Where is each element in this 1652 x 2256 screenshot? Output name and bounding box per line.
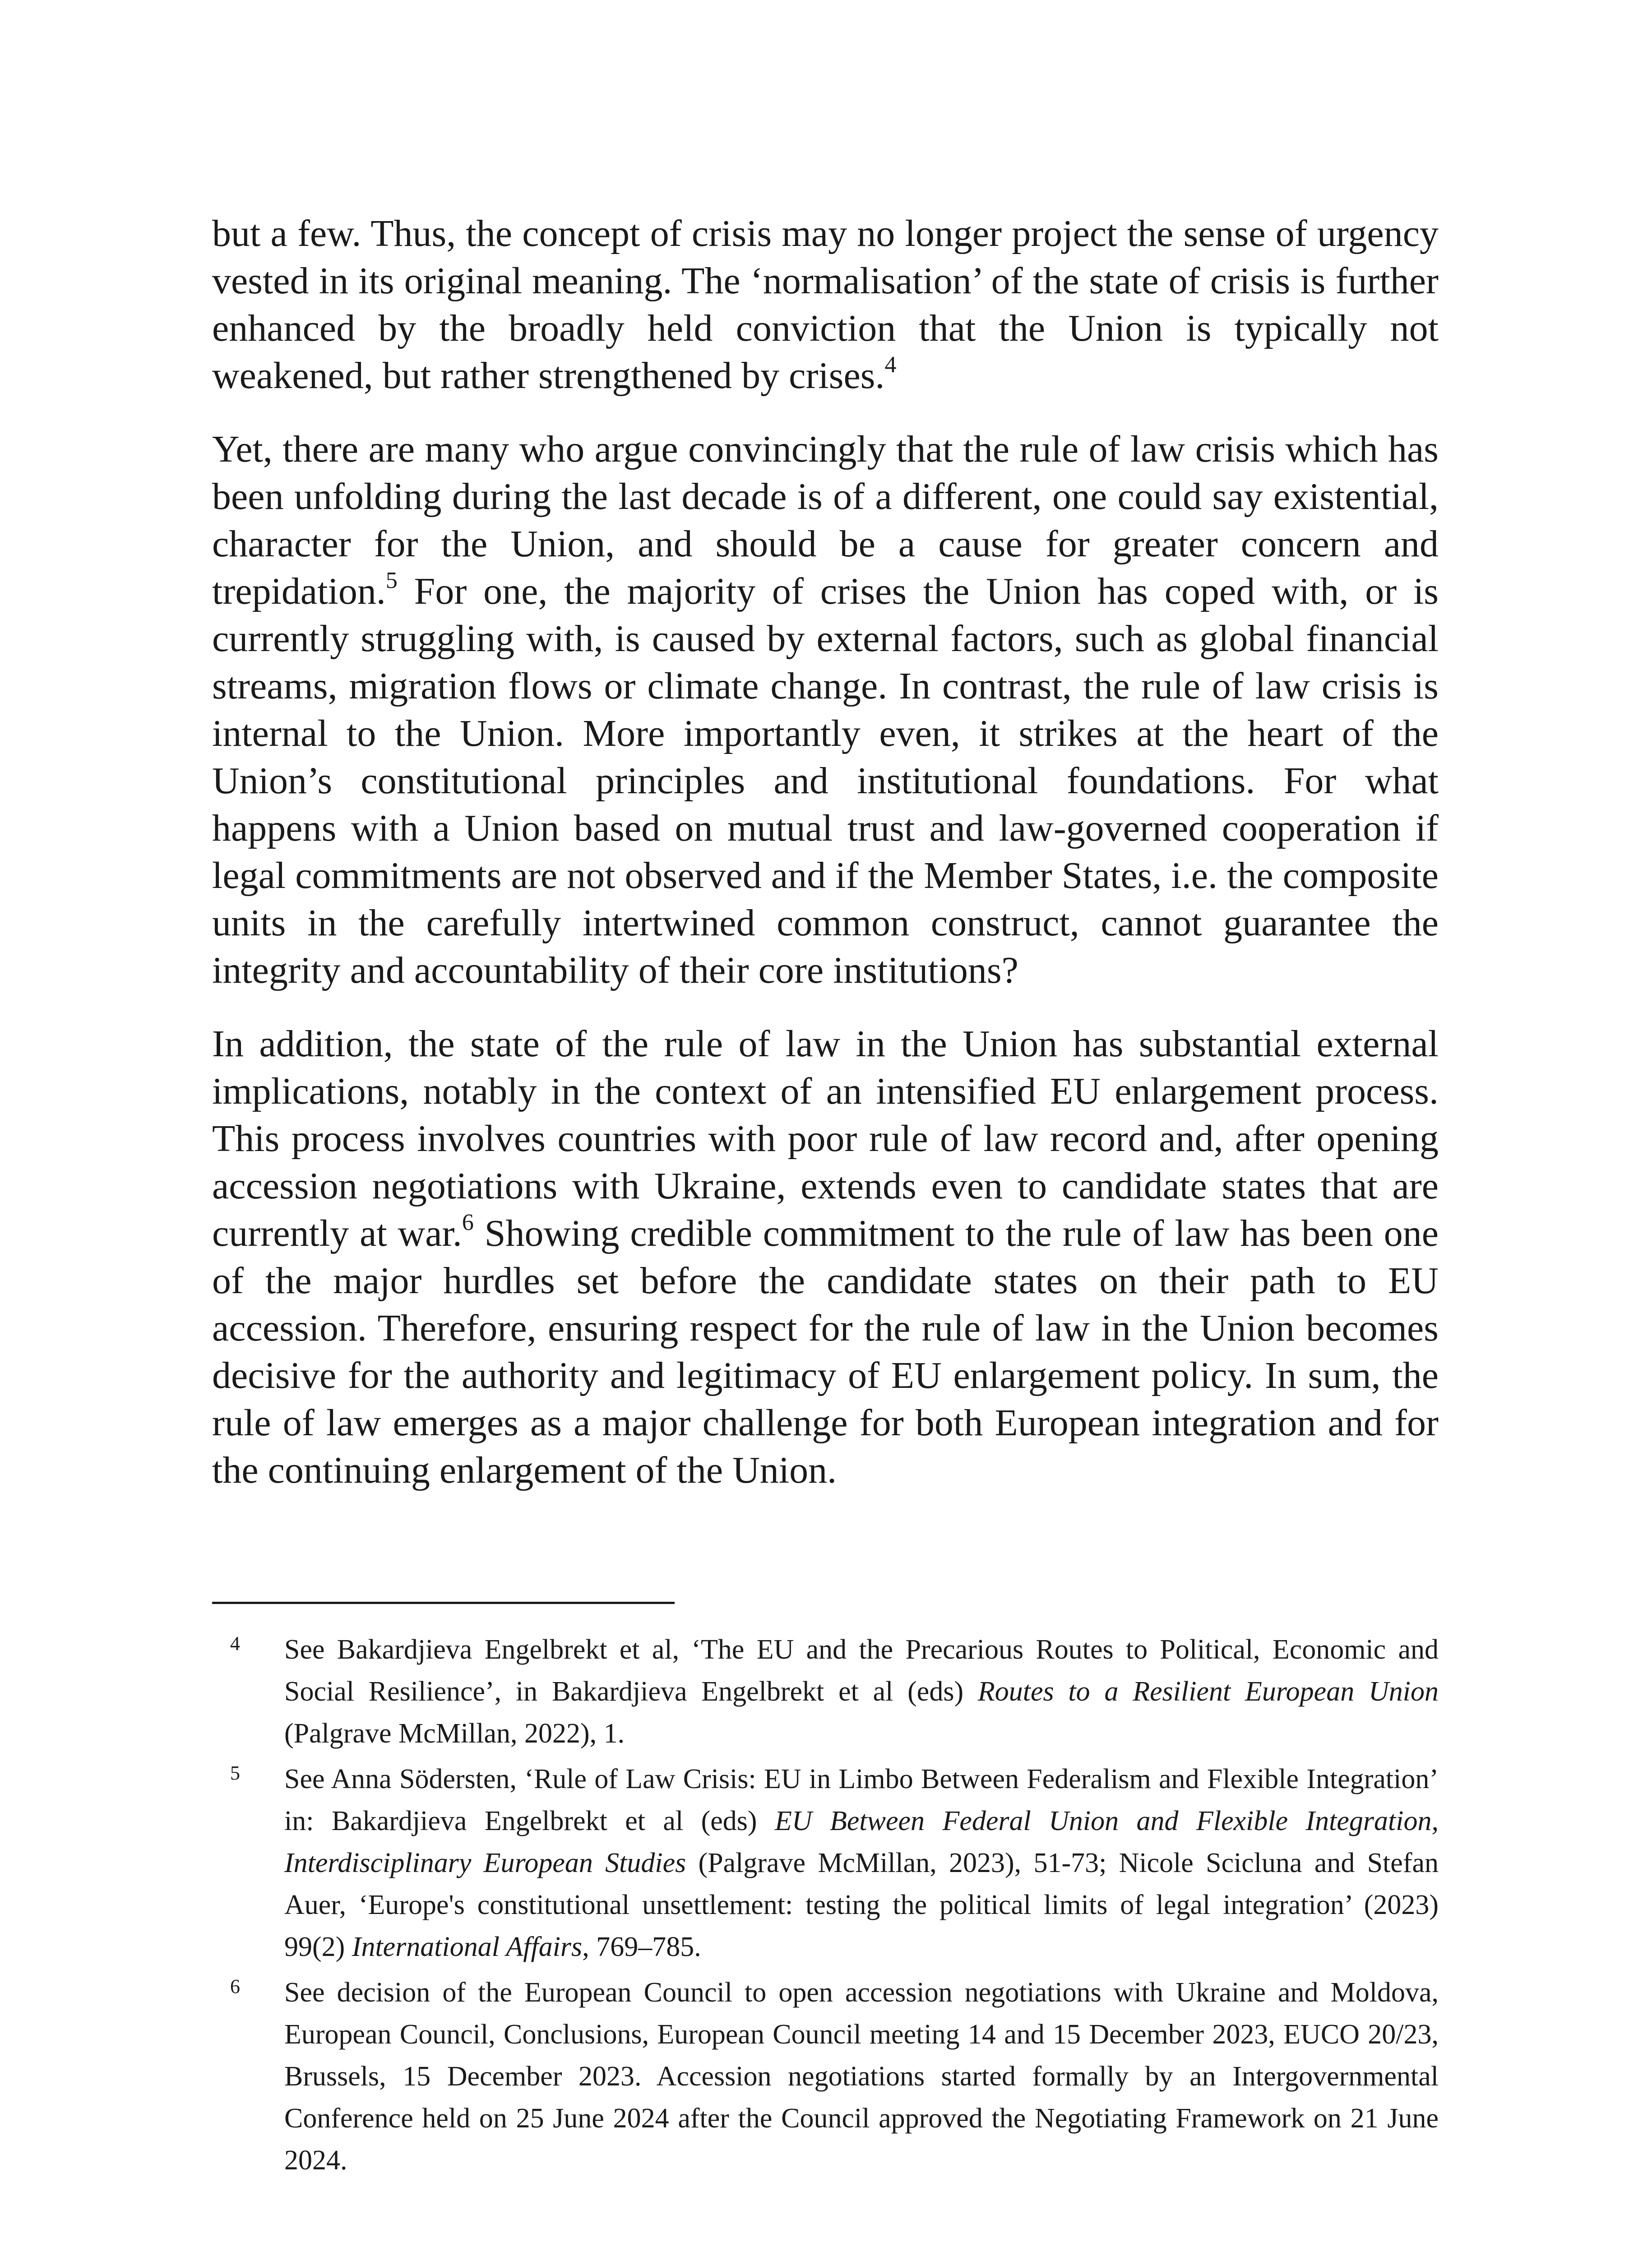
- paragraph-text: For one, the majority of crises the Union has coped with, or is currently struggling with, is caused by external factors, such as global financial streams, migration flows or climate change. In contrast, the rule of law crisis is internal to the Union. More importantly even, it strikes at the heart of the Union’s constitutional principles and institutional foundations. For what happens with a Union based on mutual trust and law-governed cooperation if legal commitments are not observed and if the Member States, i.e. the composite units in the carefully intertwined common construct, cannot guarantee the integrity and accountability of their core institutions?: [212, 570, 1439, 991]
- footnote-4: [212, 1629, 1439, 1755]
- paragraph-text: but a few. Thus, the concept of crisis may no longer project the sense of urgency vested in its original meaning. The ‘normalisation’ of the state of crisis is further enhanced by the broadly held conviction that the Union is typically not weakened, but rather strengthened by crises.: [212, 213, 1439, 397]
- footnote-number: 6: [230, 1975, 240, 1997]
- footnote-text: (Palgrave McMillan, 2023), 51-73; Nicole Scicluna and Stefan Auer, ‘Europe's constitutional unsettlement: testing the political limits of legal integration’ (2023) 99(2): [284, 1848, 1439, 1962]
- footnote-text: , 769–785.: [582, 1932, 701, 1962]
- footnote-reference-4[interactable]: 4: [884, 352, 897, 378]
- footnote-6: [212, 1972, 1439, 2182]
- body-paragraph-2: [212, 425, 1439, 994]
- paragraph-text: Yet, there are many who argue convincingly that the rule of law crisis which has been unfolding during the last decade is of a different, one could say existential, character for the Union, and should be a cause for greater concern and trepidation.: [212, 428, 1439, 612]
- footnote-reference-6[interactable]: 6: [462, 1210, 474, 1235]
- footnote-text: See Anna Södersten, ‘Rule of Law Crisis: EU in Limbo Between Federalism and Flexible Integration’ in: Bakardjieva Engelbrekt et al (eds): [284, 1764, 1439, 1836]
- footnote-5: [212, 1758, 1439, 1968]
- footnote-number: 4: [230, 1632, 240, 1655]
- footnote-separator: [212, 1602, 675, 1604]
- footnotes-section: [212, 1629, 1439, 2182]
- paragraph-text: In addition, the state of the rule of law in the Union has substantial external implications, notably in the context of an intensified EU enlargement process. This process involves countries with poor rule of law record and, after opening accession negotiations with Ukraine, extends even to candidate states that are currently at war.: [212, 1023, 1439, 1254]
- footnote-italic-title: International Affairs: [352, 1932, 583, 1962]
- footnote-number: 5: [230, 1762, 240, 1784]
- paragraph-text: Showing credible commitment to the rule of law has been one of the major hurdles set before the candidate states on their path to EU accession. Therefore, ensuring respect for the rule of law in the Union becomes decisive for the authority and legitimacy of EU enlargement policy. In sum, the rule of law emerges as a major challenge for both European integration and for the continuing enlargement of the Union.: [212, 1212, 1439, 1491]
- footnote-text: (Palgrave McMillan, 2022), 1.: [284, 1718, 625, 1749]
- body-paragraph-3: [212, 1020, 1439, 1494]
- footnote-reference-5[interactable]: 5: [385, 568, 398, 593]
- footnote-italic-title: EU Between Federal Union and Flexible Integration, Interdisciplinary European Studies: [284, 1806, 1439, 1878]
- footnote-text: See Bakardjieva Engelbrekt et al, ‘The EU and the Precarious Routes to Political, Economic and Social Resilience’, in Bakardjieva Engelbrekt et al (eds): [284, 1634, 1439, 1707]
- main-body-text: [212, 210, 1439, 1520]
- footnote-text: See decision of the European Council to open accession negotiations with Ukraine and Moldova, European Council, Conclusions, European Council meeting 14 and 15 December 2023, EUCO 20/23, Brussels, 15 December 2023. Accession negotiations started formally by an Intergovernmental Conference held on 25 June 2024 after the Council approved the Negotiating Framework on 21 June 2024.: [284, 1977, 1439, 2176]
- body-paragraph-1: [212, 210, 1439, 399]
- footnote-italic-title: Routes to a Resilient European Union: [977, 1676, 1439, 1707]
